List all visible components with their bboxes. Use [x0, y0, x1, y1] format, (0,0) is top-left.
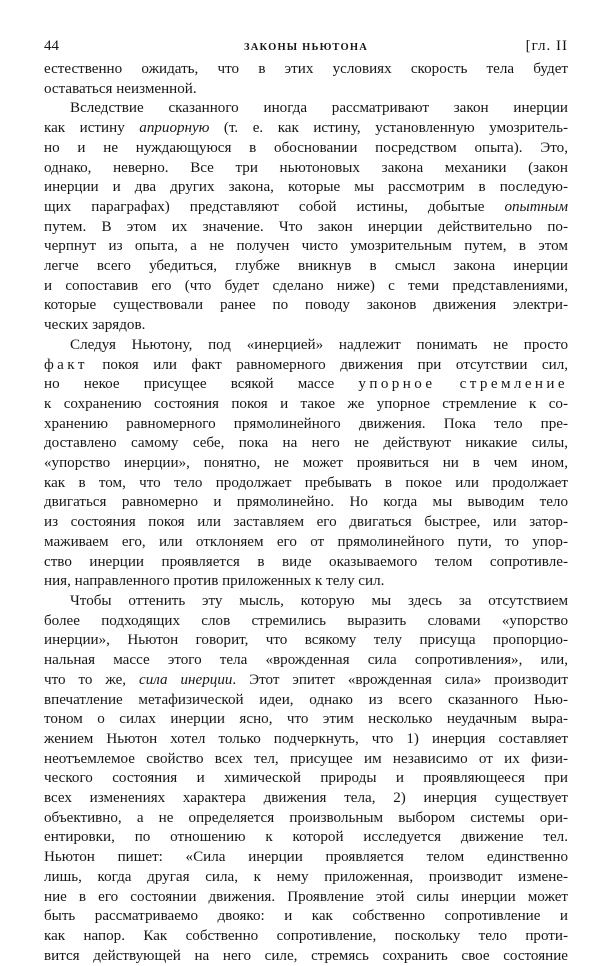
running-title: ЗАКОНЫ НЬЮТОНА	[244, 42, 368, 53]
spaced-emphasis: стремление	[459, 376, 568, 393]
paragraph	[44, 99, 568, 335]
text-line: ентировки, по отношению к которой исследуется движение тел.	[44, 829, 568, 846]
emphasis: априорную	[139, 120, 210, 137]
text-line: ство инерции проявляется в виде оказываемого телом сопротивле-	[44, 553, 568, 570]
emphasis: сила инерции	[139, 671, 233, 688]
text-line: как напор. Как собственно сопротивление, поскольку тело проти-	[44, 927, 568, 944]
text-line: и сопоставив его (что будет сделано ниже) с теми представлениями,	[44, 277, 568, 294]
text-line: ние в его состоянии движения. Проявление этой силы инерции может	[44, 888, 568, 905]
book-page	[44, 36, 568, 966]
text-line: которые существовали ранее по поводу законов движения электри-	[44, 297, 568, 314]
text-line: но некое присущее всякой массе упорное стремление	[44, 376, 568, 393]
text-line: ческого состояния и химической природы и проявляющееся при	[44, 770, 568, 787]
text-line: двигаться равномерно и прямолинейно. Но когда мы выводим тело	[44, 494, 568, 511]
page-body	[44, 60, 568, 966]
paragraph	[44, 60, 568, 99]
text-line: как в том, что тело продолжает пребывать в покое или продолжает	[44, 474, 568, 491]
text-line: объективно, а не определяется произвольным выбором системы ори-	[44, 809, 568, 826]
text-line: ния, направленного против приложенных к телу сил.	[44, 573, 385, 590]
spaced-emphasis: факт	[44, 356, 88, 373]
text-line: нальная массе этого тела «врожденная сила сопротивления», или,	[44, 652, 568, 669]
text-line: из состояния покоя или заставляем его двигаться быстрее, или затор-	[44, 514, 568, 531]
emphasis: опытным	[504, 198, 568, 215]
text-line: Вследствие сказанного иногда рассматривают закон инерции	[70, 100, 568, 117]
text-line: вится действующей на него силе, стремясь сохранить свое состояние	[44, 947, 568, 964]
text-line: но и не нуждающуюся в обосновании посредством опыта). Это,	[44, 139, 568, 156]
text-line: доставлено самому себе, пока на него не действуют никакие силы,	[44, 435, 568, 452]
text-line: Следуя Ньютону, под «инерцией» надлежит понимать не просто	[70, 336, 568, 353]
text-line: факт покоя или факт равномерного движения при отсутствии сил,	[44, 356, 568, 373]
text-line: как истину априорную (т. е. как истину, установленную умозритель-	[44, 120, 568, 137]
spaced-emphasis: упорное	[358, 376, 436, 393]
text-line: Ньютон пишет: «Сила инерции проявляется телом единственно	[44, 849, 568, 866]
text-line: щих параграфах) представляют собой истины, добытые опытным	[44, 198, 568, 215]
text-line: лишь, когда другая сила, к нему приложенная, производит измене-	[44, 868, 568, 885]
text-line: инерции и два других закона, которые мы рассмотрим в последую-	[44, 179, 568, 196]
text-line: хранению равномерного прямолинейного движения. Пока тело пре-	[44, 415, 568, 432]
text-line: ческих зарядов.	[44, 317, 146, 334]
text-line: оставаться неизменной.	[44, 80, 197, 97]
text-line: быть рассматриваемо двояко: и как собственно сопротивление и	[44, 908, 568, 925]
text-line: тоном о силах инерции ясно, что этим несколько неудачным выра-	[44, 711, 568, 728]
text-line: черпнут из опыта, а не получен чисто умозрительным путем, в этом	[44, 238, 568, 255]
paragraph	[44, 592, 568, 966]
text-line: легче всего убедиться, глубже вникнув в смысл закона инерции	[44, 258, 568, 275]
text-line: маживаем его, или отклоняем его от прямолинейного пути, то упор-	[44, 533, 568, 550]
paragraph	[44, 336, 568, 592]
text-line: неотъемлемое свойство всех тел, присущее им независимо от их физи-	[44, 750, 568, 767]
text-line: впечатление метафизической идеи, однако из всего сказанного Нью-	[44, 691, 568, 708]
page-header	[44, 36, 568, 60]
text-line: что то же, сила инерции. Этот эпитет «врожденная сила» производит	[44, 671, 568, 688]
text-line: путем. В этом их значение. Что закон инерции действительно по-	[44, 218, 568, 235]
page-number: 44	[44, 38, 59, 54]
text-line: инерции», Ньютон говорит, что всякому телу присуща пропорцио-	[44, 632, 568, 649]
text-line: Чтобы оттенить эту мысль, которую мы здесь за отсутствием	[70, 592, 568, 609]
text-line: к сохранению состояния покоя и такое же упорное стремление к со-	[44, 395, 568, 412]
text-line: однако, неверно. Все три ньютоновых закона механики (закон	[44, 159, 568, 176]
text-line: более подходящих слов стремились выразить словами «упорство	[44, 612, 568, 629]
chapter-reference: [гл. II	[525, 38, 568, 54]
text-line: естественно ожидать, что в этих условиях скорость тела будет	[44, 61, 568, 77]
text-line: «упорство инерции», понятно, не может проявиться ни в чем ином,	[44, 455, 568, 472]
text-line: жением Ньютон хотел только подчеркнуть, что 1) инерция составляет	[44, 730, 568, 747]
text-line: всех изменениях характера движения тела, 2) инерция существует	[44, 790, 568, 807]
